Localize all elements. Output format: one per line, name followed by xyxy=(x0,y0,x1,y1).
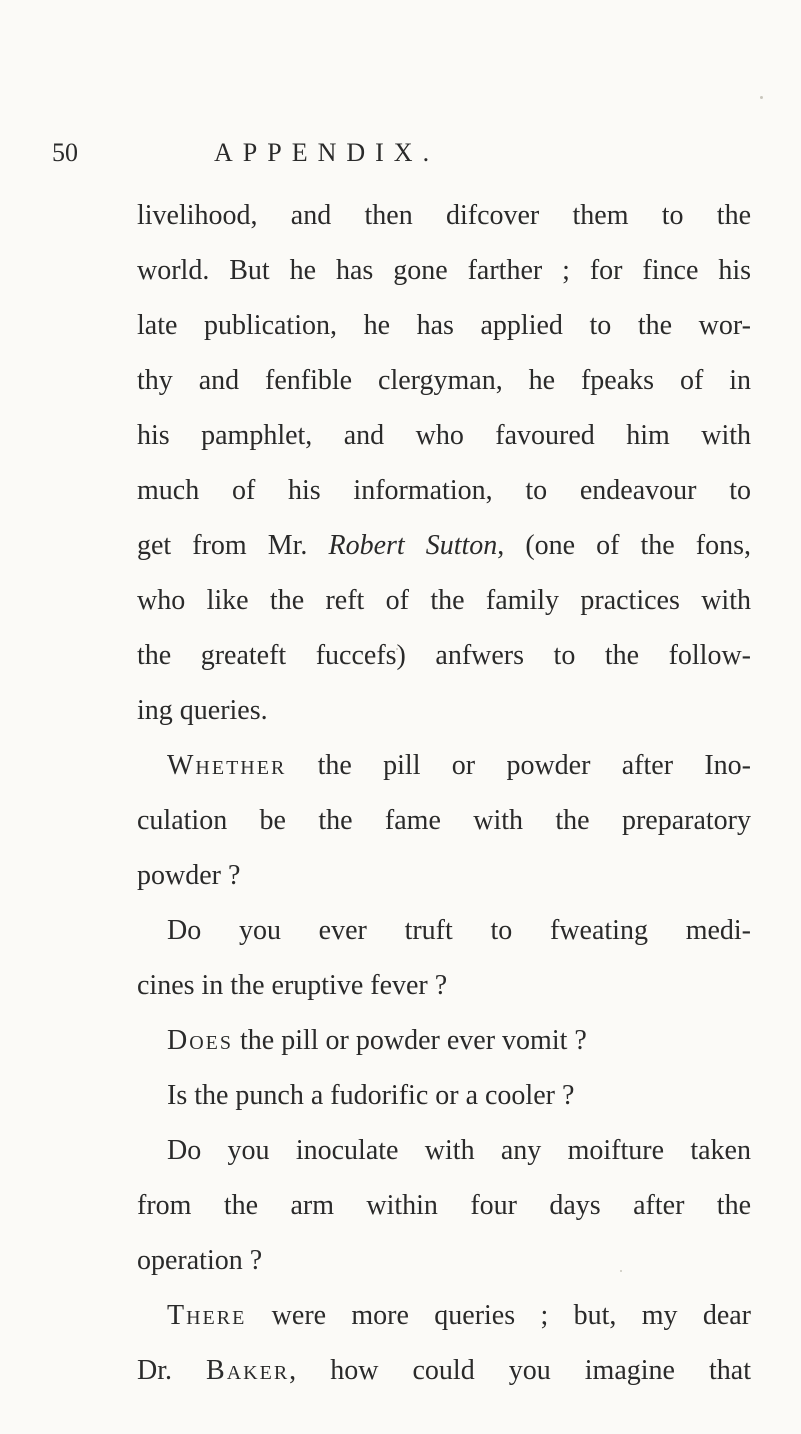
text-run: Dr. xyxy=(137,1355,207,1386)
text-line: Do you ever truft to fweating medi- xyxy=(167,915,751,946)
running-head: APPENDIX. xyxy=(214,138,440,167)
person-name-italic: Robert Sutton xyxy=(328,530,498,561)
text-line: Do you inoculate with any moifture taken xyxy=(167,1135,751,1166)
body-text xyxy=(137,188,751,1398)
text-line: ing queries. xyxy=(137,695,268,726)
small-caps-word: Baker xyxy=(206,1355,290,1386)
text-line: late publication, he has applied to the wor- xyxy=(137,310,751,341)
text-line: the greateft fuccefs) anfwers to the follow- xyxy=(137,640,751,671)
small-caps-word: There xyxy=(167,1300,247,1331)
text-line xyxy=(137,1013,751,1068)
text-line xyxy=(137,518,751,573)
text-line: who like the reft of the family practices with xyxy=(137,585,751,616)
text-line: much of his information, to endeavour to xyxy=(137,475,751,506)
text-line xyxy=(137,1343,751,1398)
small-caps-word: Whether xyxy=(167,750,287,781)
text-line: Is the punch a fudorific or a cooler ? xyxy=(167,1080,575,1111)
text-line: livelihood, and then difcover them to the xyxy=(137,200,751,231)
text-run: were more queries ; but, my dear xyxy=(246,1300,751,1331)
text-line: operation ? xyxy=(137,1245,263,1276)
text-run: , how could you imagine that xyxy=(289,1355,751,1386)
small-caps-word: Does xyxy=(167,1025,234,1056)
paper-speck xyxy=(760,96,763,99)
text-line: culation be the fame with the preparatory xyxy=(137,805,751,836)
text-line: world. But he has gone farther ; for fince his xyxy=(137,255,751,286)
text-line xyxy=(137,738,751,793)
text-run: , (one of the fons, xyxy=(497,530,751,561)
text-run: get from Mr. xyxy=(137,530,329,561)
text-line: thy and fenfible clergyman, he fpeaks of in xyxy=(137,365,751,396)
text-line xyxy=(137,1288,751,1343)
text-line: his pamphlet, and who favoured him with xyxy=(137,420,751,451)
text-line: from the arm within four days after the xyxy=(137,1190,751,1221)
text-run: the pill or powder after Ino- xyxy=(286,750,751,781)
text-run: the pill or powder ever vomit ? xyxy=(233,1025,587,1056)
text-line: cines in the eruptive fever ? xyxy=(137,970,448,1001)
text-line: powder ? xyxy=(137,860,241,891)
page-number: 50 xyxy=(52,138,78,167)
